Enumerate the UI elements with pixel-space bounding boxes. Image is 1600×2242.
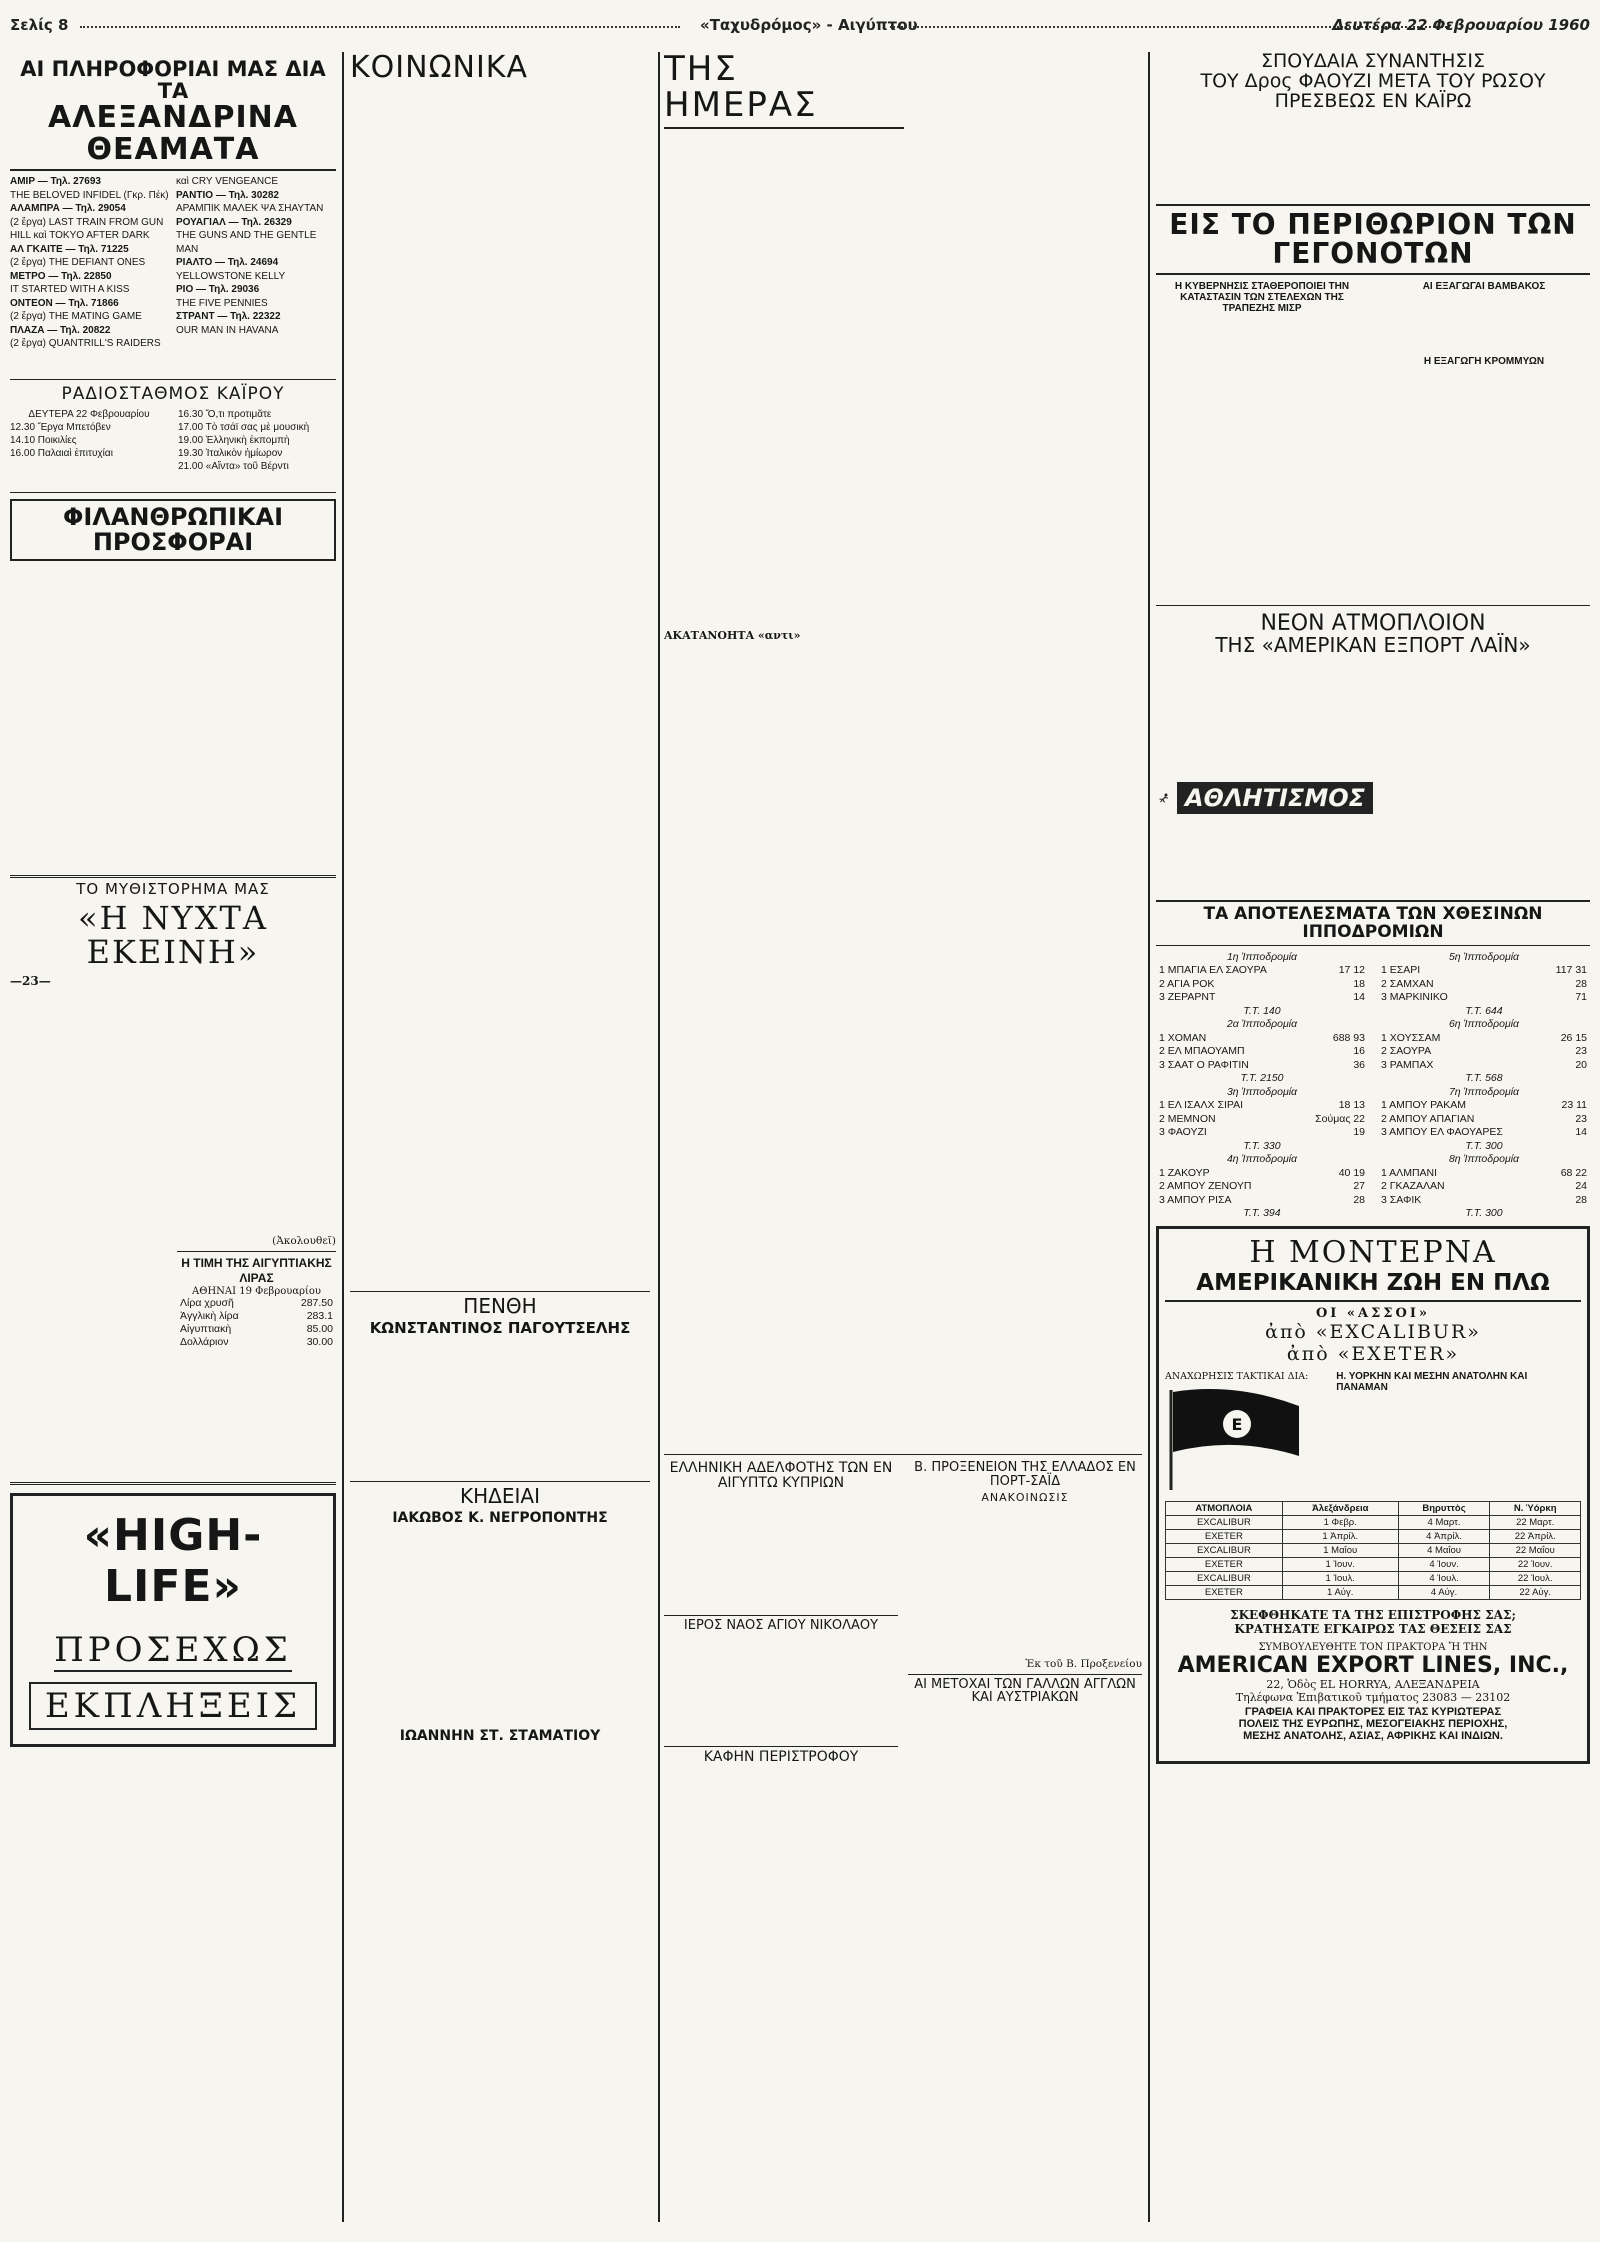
race-heading-row xyxy=(1156,1153,1368,1167)
race-dividend: 26 15 xyxy=(1560,1031,1587,1044)
races-table-right xyxy=(1378,950,1590,1220)
race-entry: 3 ΦΑΟΥΖΙ xyxy=(1159,1126,1207,1139)
race-dividend: 24 xyxy=(1575,1180,1587,1193)
mourning-text xyxy=(350,1340,650,1475)
race-entry: 8η Ἱπποδρομία xyxy=(1448,1153,1520,1166)
schedule-cell: EXETER xyxy=(1166,1530,1283,1544)
cinema-entry: THE BELOVED INFIDEL (Γκρ. Πέκ) xyxy=(10,189,169,201)
race-entry: 2 ΓΚΑΖΑΛΑΝ xyxy=(1381,1180,1445,1193)
schedule-cell: EXETER xyxy=(1166,1586,1283,1600)
race-result-row xyxy=(1156,964,1368,978)
social-title: ΚΟΙΝΩΝΙΚΑ xyxy=(350,52,528,85)
carousel-text xyxy=(664,1769,898,1889)
day-news-title: ΤΗΣ ΗΜΕΡΑΣ xyxy=(664,52,904,129)
column-news xyxy=(664,52,1142,2222)
race-result-row xyxy=(1156,1031,1368,1045)
race-entry: 2 ΕΛ ΜΠΑΟΥΑΜΠ xyxy=(1159,1045,1245,1058)
race-dividend: 18 13 xyxy=(1338,1099,1365,1112)
cinema-entry: ΑΡΑΜΠΙΚ ΜΑΛΕΚ ΨΑ ΣΗΑΥΤΑΝ xyxy=(176,203,324,215)
race-dividend: 28 xyxy=(1353,1193,1365,1206)
sports-title: ΑΘΛΗΤΙΣΜΟΣ xyxy=(1177,782,1373,814)
race-entry: 1 ΧΟΥΣΣΑΜ xyxy=(1381,1031,1441,1044)
race-entry: 3 ΣΑΑΤ Ο ΡΑΦΙΤΙΝ xyxy=(1159,1058,1249,1071)
cinema-entry: (2 ἔργα) QUANTRILL'S RAIDERS xyxy=(10,338,161,350)
race-dividend: 23 11 xyxy=(1561,1099,1587,1112)
race-result-row xyxy=(1378,1031,1590,1045)
company-flag-icon xyxy=(1165,1386,1305,1491)
philanthropy-title: ΦΙΛΑΝΘΡΩΠΙΚΑΙ ΠΡΟΣΦΟΡΑΙ xyxy=(10,499,336,561)
cinema-entry: (2 ἔργα) LAST TRAIN FROM GUN HILL καὶ TOKYO AFTER DARK xyxy=(10,216,164,242)
cinema-entry: THE GUNS AND THE GENTLE MAN xyxy=(176,230,317,255)
ship-title-1: ΝΕΟΝ ΑΤΜΟΠΛΟΙΟΝ xyxy=(1156,605,1590,635)
funeral-text xyxy=(350,1530,650,1725)
cinema-listings xyxy=(10,175,336,375)
currency-rates-title: Η ΤΙΜΗ ΤΗΣ ΑΙΓΥΠΤΙΑΚΗΣ ΛΙΡΑΣ xyxy=(181,1255,332,1285)
table-header-row: ΑΤΜΟΠΛΟΙΑ Ἀλεξάνδρεια Βηρυττὸς Ν. Ὑόρκη xyxy=(1166,1502,1581,1516)
race-entry: 2 ΣΑΜΧΑΝ xyxy=(1381,977,1434,990)
advert-ship-2: ἀπὸ «EXETER» xyxy=(1286,1343,1460,1366)
race-heading-row xyxy=(1156,1139,1368,1153)
schedule-cell: 1 Αὐγ. xyxy=(1282,1586,1398,1600)
schedule-cell: 4 Αὐγ. xyxy=(1398,1586,1490,1600)
schedule-cell: 4 Μαρτ. xyxy=(1398,1516,1490,1530)
race-dividend: 14 xyxy=(1353,991,1365,1004)
race-result-row xyxy=(1156,991,1368,1005)
social-text xyxy=(350,90,650,1285)
race-heading-row xyxy=(1378,1139,1590,1153)
race-result-row xyxy=(1156,1180,1368,1194)
table-row xyxy=(1166,1572,1581,1586)
race-dividend: 68 22 xyxy=(1560,1166,1587,1179)
table-row xyxy=(1166,1544,1581,1558)
cotton-text xyxy=(1378,296,1590,356)
brotherhood-title: ΕΛΛΗΝΙΚΗ ΑΔΕΛΦΟΤΗΣ ΤΩΝ ΕΝ ΑΙΓΥΠΤΩ ΚΥΠΡΙΩΝ xyxy=(669,1460,893,1492)
race-heading-row xyxy=(1156,1018,1368,1032)
race-heading-row xyxy=(1378,1207,1590,1221)
funerals-title: ΚΗΔΕΙΑΙ xyxy=(350,1481,650,1507)
race-result-row xyxy=(1378,1045,1590,1059)
race-dividend: 23 xyxy=(1575,1112,1587,1125)
advert-agent-label: ΣΥΜΒΟΥΛΕΥΘΗΤΕ ΤΟΝ ΠΡΑΚΤΟΡΑ Ἤ ΤΗΝ xyxy=(1258,1642,1488,1654)
table-row xyxy=(1166,1586,1581,1600)
race-dividend: 19 xyxy=(1353,1126,1365,1139)
radio-item: 12.30 Ἔργα Μπετόβεν xyxy=(10,422,111,434)
mourning-title: ΠΕΝΘΗ xyxy=(350,1291,650,1317)
page-header xyxy=(10,16,1590,38)
onion-title: Η ΕΞΑΓΩΓΗ ΚΡΟΜΜΥΩΝ xyxy=(1423,355,1545,367)
schedule-cell: 1 Ἰουν. xyxy=(1282,1558,1398,1572)
currency-rates-date: ΑΘΗΝΑΙ 19 Φεβρουαρίου xyxy=(192,1285,321,1297)
race-dividend: 17 12 xyxy=(1338,964,1365,977)
race-entry: 1 ΜΠΑΓΙΑ ΕΛ ΣΑΟΥΡΑ xyxy=(1159,964,1267,977)
cinema-entry: THE FIVE PENNIES xyxy=(176,297,268,309)
race-heading-row xyxy=(1156,1085,1368,1099)
advert-subtitle: ΟΙ «ΑΣΣΟΙ» xyxy=(1315,1306,1431,1322)
destination-text xyxy=(1336,1393,1581,1473)
race-dividend: 16 xyxy=(1353,1045,1365,1058)
radio-item: 16.00 Παλαιαὶ ἐπιτυχίαι xyxy=(10,448,113,460)
cinema-entry: IT STARTED WITH A KISS xyxy=(10,284,130,296)
philanthropy-text xyxy=(177,567,336,867)
novel-body xyxy=(10,988,336,1468)
cinema-entry: (2 ἔργα) THE MATING GAME xyxy=(10,311,142,323)
radio-schedule xyxy=(10,408,336,488)
ship-title-2: ΤΗΣ «ΑΜΕΡΙΚΑΝ ΕΞΠΟΡΤ ΛΑΪΝ» xyxy=(1215,632,1531,657)
radio-title: ΡΑΔΙΟΣΤΑΘΜΟΣ ΚΑΪΡΟΥ xyxy=(61,384,285,405)
race-result-row xyxy=(1156,1193,1368,1207)
consulate-signature: Ἐκ τοῦ Β. Προξενείου xyxy=(1025,1657,1142,1670)
schedule-cell: 22 Ἰουν. xyxy=(1490,1558,1581,1572)
schedule-cell: 4 Ἰουν. xyxy=(1398,1558,1490,1572)
race-entry: 3η Ἱπποδρομία xyxy=(1226,1085,1298,1098)
schedule-cell: 4 Ἰουλ. xyxy=(1398,1572,1490,1586)
race-entry: 1 ΕΣΑΡΙ xyxy=(1381,964,1421,977)
funeral-text xyxy=(350,1748,650,2048)
novel-title: «Η ΝΥΧΤΑ ΕΚΕΙΝΗ» xyxy=(77,899,268,972)
cinema-entry: καὶ CRY VENGEANCE xyxy=(176,176,278,188)
radio-item: 19.30 Ἰταλικὸν ἡμίωρον xyxy=(178,448,283,460)
novel-episode-number: —23— xyxy=(10,973,51,988)
race-entry: 1 ΖΑΚΟΥΡ xyxy=(1159,1166,1210,1179)
race-heading-row xyxy=(1378,950,1590,964)
schedule-cell: 22 Ἰουλ. xyxy=(1490,1572,1581,1586)
cinema-entry: ΟΝΤΕΟΝ — Τηλ. 71866 xyxy=(10,297,119,309)
race-dividend: Σούμας 22 xyxy=(1315,1112,1365,1125)
races-results xyxy=(1156,950,1590,1220)
cinema-entry: ΑΜΙΡ — Τηλ. 27693 xyxy=(10,176,101,188)
race-result-row xyxy=(1156,977,1368,991)
novel-continued: (Ἀκολουθεῖ) xyxy=(272,1234,336,1247)
advert-footer-3: ΜΕΣΗΣ ΑΝΑΤΟΛΗΣ, ΑΣΙΑΣ, ΑΦΡΙΚΗΣ ΚΑΙ ΙΝΔΙΩΝ. xyxy=(1243,1730,1503,1743)
events-title: ΕΙΣ ΤΟ ΠΕΡΙΘΩΡΙΟΝ ΤΩΝ ΓΕΓΟΝΟΤΩΝ xyxy=(1156,204,1590,275)
cinema-list-right xyxy=(176,175,336,375)
high-life-advert xyxy=(10,1493,336,1747)
consulate-title: Β. ΠΡΟΞΕΝΕΙΟΝ ΤΗΣ ΕΛΛΑΔΟΣ ΕΝ ΠΟΡΤ-ΣΑΪΔ xyxy=(914,1460,1136,1490)
race-heading-row xyxy=(1378,1085,1590,1099)
race-heading-row xyxy=(1156,1004,1368,1018)
issue-date: Δευτέρα 22 Φεβρουαρίου 1960 xyxy=(1332,16,1590,34)
cinema-entry: YELLOWSTONE KELLY xyxy=(176,270,286,282)
race-dividend: 28 xyxy=(1575,977,1587,990)
church-text xyxy=(664,1636,898,1746)
races-title: ΤΑ ΑΠΟΤΕΛΕΣΜΑΤΑ ΤΩΝ ΧΘΕΣΙΝΩΝ ΙΠΠΟΔΡΟΜΙΩΝ xyxy=(1156,900,1590,947)
page-number: Σελίς 8 xyxy=(10,16,69,34)
meeting-title-3: ΠΡΕΣΒΕΩΣ ΕΝ ΚΑΪΡΩ xyxy=(1274,89,1472,112)
newspaper-name: «Ταχυδρόμος» - Αιγύπτου xyxy=(700,16,918,34)
funeral-name: ΙΑΚΩΒΟΣ Κ. ΝΕΓΡΟΠΟΝΤΗΣ xyxy=(392,1510,608,1527)
advert-title-1: Η ΜΟΝΤΕΡΝΑ xyxy=(1249,1235,1497,1271)
race-entry: 3 ΜΑΡΚΙΝΙΚΟ xyxy=(1381,991,1448,1004)
column-rule xyxy=(658,52,660,2222)
shares-title: ΑΙ ΜΕΤΟΧΑΙ ΤΩΝ ΓΑΛΛΩΝ ΑΓΓΛΩΝ ΚΑΙ ΑΥΣΤΡΙΑΚΩΝ xyxy=(908,1674,1142,1705)
table-row: Αἰγυπτιακὴ 85.00 xyxy=(180,1322,333,1335)
philanthropy-body xyxy=(10,567,336,867)
race-result-row xyxy=(1378,964,1590,978)
high-life-line2: ΕΚΠΛΗΞΕΙΣ xyxy=(29,1682,317,1730)
column-right xyxy=(1156,52,1590,2222)
schedule-cell: EXCALIBUR xyxy=(1166,1572,1283,1586)
destination-title: Η. ΥΟΡΚΗΝ ΚΑΙ ΜΕΣΗΝ ΑΝΑΤΟΛΗΝ ΚΑΙ ΠΑΝΑΜΑΝ xyxy=(1336,1371,1528,1394)
race-entry: 1η Ἱπποδρομία xyxy=(1226,950,1298,963)
cinema-entry: ΡΑΝΤΙΟ — Τηλ. 30282 xyxy=(176,189,279,201)
race-heading-row xyxy=(1156,950,1368,964)
table-row xyxy=(1166,1530,1581,1544)
race-dividend: 28 xyxy=(1575,1193,1587,1206)
advert-note-1: ΣΚΕΦΘΗΚΑΤΕ ΤΑ ΤΗΣ ΕΠΙΣΤΡΟΦΗΣ ΣΑΣ; xyxy=(1230,1608,1516,1623)
brotherhood-text xyxy=(664,1495,898,1615)
race-entry: Τ.Τ. 140 xyxy=(1243,1004,1281,1017)
race-entry: Τ.Τ. 2150 xyxy=(1240,1072,1284,1085)
race-result-row xyxy=(1378,1180,1590,1194)
company-address: 22, Ὁδὸς EL HORRYA, ΑΛΕΞΑΝΔΡΕΙΑ xyxy=(1266,1678,1480,1692)
schedule-cell: EXCALIBUR xyxy=(1166,1544,1283,1558)
cinema-entry: OUR MAN IN HAVANA xyxy=(176,324,279,336)
ship-text xyxy=(1383,662,1590,892)
race-entry: 3 ΖΕΡΑΡΝΤ xyxy=(1159,991,1216,1004)
race-result-row xyxy=(1378,1058,1590,1072)
race-result-row xyxy=(1156,1112,1368,1126)
races-table-left xyxy=(1156,950,1368,1220)
schedule-cell: 22 Μαρτ. xyxy=(1490,1516,1581,1530)
church-title: ΙΕΡΟΣ ΝΑΟΣ ΑΓΙΟΥ ΝΙΚΟΛΑΟΥ xyxy=(664,1615,898,1633)
schedule-cell: 1 Φεβρ. xyxy=(1282,1516,1398,1530)
cinema-entry: ΜΕΤΡΟ — Τηλ. 22850 xyxy=(10,270,112,282)
column-social xyxy=(350,52,650,2222)
schedule-cell: 4 Μαΐου xyxy=(1398,1544,1490,1558)
schedule-cell: 1 Μαΐου xyxy=(1282,1544,1398,1558)
race-dividend: 71 xyxy=(1575,991,1587,1004)
advert-footer-2: ΠΟΛΕΙΣ ΤΗΣ ΕΥΡΩΠΗΣ, ΜΕΣΟΓΕΙΑΚΗΣ ΠΕΡΙΟΧΗΣ, xyxy=(1238,1718,1508,1731)
race-result-row xyxy=(1156,1099,1368,1113)
schedule-cell: 1 Ἰουλ. xyxy=(1282,1572,1398,1586)
table-row: Ἀγγλικὴ λίρα 283.1 xyxy=(180,1309,333,1322)
american-export-advert xyxy=(1156,1226,1590,1764)
race-entry: Τ.Τ. 300 xyxy=(1465,1139,1503,1152)
radio-item: 16.30 Ὅ,τι προτιμᾶτε xyxy=(178,409,272,421)
theatres-title-line2: ΑΛΕΞΑΝΔΡΙΝΑ ΘΕΑΜΑΤΑ xyxy=(10,102,336,171)
race-entry: Τ.Τ. 394 xyxy=(1243,1207,1281,1220)
race-heading-row xyxy=(1156,1207,1368,1221)
advert-footer-1: ΓΡΑΦΕΙΑ ΚΑΙ ΠΡΑΚΤΟΡΕΣ ΕΙΣ ΤΑΣ ΚΥΡΙΩΤΕΡΑΣ xyxy=(1244,1706,1502,1719)
column-entertainment xyxy=(10,52,336,2222)
consulate-text xyxy=(908,1508,1142,1658)
cinema-entry: (2 ἔργα) THE DEFIANT ONES xyxy=(10,257,146,269)
schedule-cell: EXETER xyxy=(1166,1558,1283,1572)
race-dividend: 27 xyxy=(1353,1180,1365,1193)
race-entry: 3 ΣΑΦΙΚ xyxy=(1381,1193,1422,1206)
race-heading-row xyxy=(1378,1153,1590,1167)
theatres-title-line1: ΑΙ ΠΛΗΡΟΦΟΡΙΑΙ ΜΑΣ ΔΙΑ ΤΑ xyxy=(20,57,326,104)
race-entry: 1 ΑΛΜΠΑΝΙ xyxy=(1381,1166,1438,1179)
race-entry: 2 ΑΜΠΟΥ ΑΠΑΓΙΑΝ xyxy=(1381,1112,1475,1125)
day-news-text xyxy=(664,135,898,625)
runner-icon xyxy=(1156,778,1171,818)
cinema-entry: ΑΛ ΓΚΑΙΤΕ — Τηλ. 71225 xyxy=(10,243,129,255)
radio-item: 21.00 «Αἴντα» τοῦ Βέρντι xyxy=(178,461,289,473)
cinema-list-left xyxy=(10,175,170,375)
race-entry: Τ.Τ. 330 xyxy=(1243,1139,1281,1152)
cinema-entry: ΣΤΡΑΝΤ — Τηλ. 22322 xyxy=(176,311,281,323)
meeting-text xyxy=(1156,118,1590,198)
race-result-row xyxy=(1378,1112,1590,1126)
race-entry: 1 ΧΟΜΑΝ xyxy=(1159,1031,1207,1044)
race-entry: 7η Ἱπποδρομία xyxy=(1448,1085,1520,1098)
advert-ship-1: ἀπὸ «EXCALIBUR» xyxy=(1265,1321,1481,1344)
race-entry: 4η Ἱπποδρομία xyxy=(1226,1153,1298,1166)
schedule-cell: 22 Μαΐου xyxy=(1490,1544,1581,1558)
philanthropy-text xyxy=(10,567,169,867)
race-result-row xyxy=(1378,1126,1590,1140)
incomprehensible-kicker: ΑΚΑΤΑΝΟΗΤΑ «αντι» xyxy=(664,629,801,643)
advert-title-2: ΑΜΕΡΙΚΑΝΙΚΗ ΖΩΗ ΕΝ ΠΛΩ xyxy=(1165,1270,1581,1302)
radio-item: 14.10 Ποικιλίες xyxy=(10,435,77,447)
race-entry: 2 ΑΓΙΑ ΡΟΚ xyxy=(1159,977,1215,990)
race-result-row xyxy=(1156,1045,1368,1059)
race-result-row xyxy=(1156,1058,1368,1072)
bank-text xyxy=(1156,318,1368,588)
radio-item: 17.00 Τὸ τσάϊ σας μὲ μουσικὴ xyxy=(178,422,310,434)
race-entry: 2 ΜΕΜΝΟΝ xyxy=(1159,1112,1216,1125)
race-entry: Τ.Τ. 300 xyxy=(1465,1207,1503,1220)
race-heading-row xyxy=(1156,1072,1368,1086)
company-telephone: Τηλέφωνα Ἐπιβατικοῦ τμήματος 23083 — 23102 xyxy=(1235,1691,1511,1705)
high-life-line1: ΠΡΟΣΕΧΩΣ xyxy=(54,1629,292,1670)
race-entry: 2 ΑΜΠΟΥ ΖΕΝΟΥΠ xyxy=(1159,1180,1252,1193)
race-dividend: 23 xyxy=(1575,1045,1587,1058)
column-rule xyxy=(342,52,344,2222)
race-entry: Τ.Τ. 568 xyxy=(1465,1072,1503,1085)
table-row xyxy=(1166,1516,1581,1530)
funeral-name: ΙΩΑΝΝΗΝ ΣΤ. ΣΤΑΜΑΤΙΟΥ xyxy=(399,1727,601,1744)
race-result-row xyxy=(1156,1166,1368,1180)
race-dividend: 40 19 xyxy=(1338,1166,1365,1179)
mourning-name: ΚΩΝΣΤΑΝΤΙΝΟΣ ΠΑΓΟΥΤΣΕΛΗΣ xyxy=(369,1318,631,1337)
header-rule-left xyxy=(80,26,680,28)
cinema-entry: ΑΛΑΜΠΡΑ — Τηλ. 29054 xyxy=(10,203,126,215)
consulate-subtitle: ΑΝΑΚΟΙΝΩΣΙΣ xyxy=(981,1490,1069,1504)
race-result-row xyxy=(1378,977,1590,991)
race-result-row xyxy=(1156,1126,1368,1140)
race-dividend: 36 xyxy=(1353,1058,1365,1071)
advert-note-2: ΚΡΑΤΗΣΑΤΕ ΕΓΚΑΙΡΩΣ ΤΑΣ ΘΕΣΕΙΣ ΣΑΣ xyxy=(1234,1622,1512,1637)
cotton-title: ΑΙ ΕΞΑΓΩΓΑΙ ΒΑΜΒΑΚΟΣ xyxy=(1422,280,1546,292)
svg-text:E: E xyxy=(1231,1415,1243,1435)
schedule-cell: 22 Αὐγ. xyxy=(1490,1586,1581,1600)
race-entry: 3 ΡΑΜΠΑΧ xyxy=(1381,1058,1434,1071)
radio-item: 19.00 Ἑλληνικὴ ἐκπομπὴ xyxy=(178,435,290,447)
race-result-row xyxy=(1378,1099,1590,1113)
race-result-row xyxy=(1378,1166,1590,1180)
ship-text xyxy=(1156,662,1373,772)
carousel-title: ΚΑΦΗΝ ΠΕΡΙΣΤΡΟΦΟΥ xyxy=(664,1746,898,1765)
table-row xyxy=(1166,1558,1581,1572)
sailing-schedule xyxy=(1165,1501,1581,1600)
column-rule xyxy=(1148,52,1150,2222)
race-heading-row xyxy=(1378,1018,1590,1032)
race-result-row xyxy=(1378,1193,1590,1207)
cinema-entry: ΠΛΑΖΑ — Τηλ. 20822 xyxy=(10,324,111,336)
schedule-cell: 1 Ἀπρίλ. xyxy=(1282,1530,1398,1544)
schedule-cell: 4 Ἀπρίλ. xyxy=(1398,1530,1490,1544)
company-name: AMERICAN EXPORT LINES, INC., xyxy=(1177,1653,1569,1679)
currency-rates-table xyxy=(177,1297,336,1349)
onion-text xyxy=(1378,371,1590,561)
race-dividend: 117 31 xyxy=(1555,964,1587,977)
departures-label: ΑΝΑΧΩΡΗΣΙΣ ΤΑΚΤΙΚΑΙ ΔΙΑ: xyxy=(1165,1371,1309,1383)
cinema-entry: ΡΙΟ — Τηλ. 29036 xyxy=(176,284,260,296)
meeting-title-1: ΣΠΟΥΔΑΙΑ ΣΥΝΑΝΤΗΣΙΣ xyxy=(1260,52,1486,72)
meeting-title-2: ΤΟΥ Δρος ΦΑΟΥΖΙ ΜΕΤΑ ΤΟΥ ΡΩΣΟΥ xyxy=(1200,69,1546,92)
table-row: Δολλάριον 30.00 xyxy=(180,1335,333,1348)
race-entry: 3 ΑΜΠΟΥ ΡΙΣΑ xyxy=(1159,1193,1232,1206)
race-entry: 5η Ἱπποδρομία xyxy=(1448,950,1520,963)
race-entry: 3 ΑΜΠΟΥ ΕΛ ΦΑΟΥΑΡΕΣ xyxy=(1381,1126,1503,1139)
race-entry: 6η Ἱπποδρομία xyxy=(1448,1018,1520,1031)
race-dividend: 14 xyxy=(1575,1126,1587,1139)
high-life-title: «HIGH-LIFE» xyxy=(83,1509,263,1612)
schedule-cell: 22 Ἀπρίλ. xyxy=(1490,1530,1581,1544)
race-entry: 2α Ἱπποδρομία xyxy=(1226,1018,1298,1031)
cinema-entry: ΡΟΥΑΓΙΑΛ — Τηλ. 26329 xyxy=(176,216,292,228)
sports-banner xyxy=(1156,778,1373,818)
race-dividend: 18 xyxy=(1353,977,1365,990)
shares-text xyxy=(908,1709,1142,1869)
novel-kicker: ΤΟ ΜΥΘΙΣΤΟΡΗΜΑ ΜΑΣ xyxy=(76,880,270,899)
schedule-cell: EXCALIBUR xyxy=(1166,1516,1283,1530)
race-entry: 1 ΕΛ ΙΣΑΛΧ ΣΙΡΑΙ xyxy=(1159,1099,1244,1112)
cinema-entry: ΡΙΑΛΤΟ — Τηλ. 24694 xyxy=(176,257,279,269)
day-news-text xyxy=(908,135,1142,1445)
race-dividend: 688 93 xyxy=(1332,1031,1365,1044)
race-entry: 2 ΣΑΟΥΡΑ xyxy=(1381,1045,1432,1058)
bank-title: Η ΚΥΒΕΡΝΗΣΙΣ ΣΤΑΘΕΡΟΠΟΙΕΙ ΤΗΝ ΚΑΤΑΣΤΑΣΙΝ ΤΩΝ ΣΤΕΛΕΧΩΝ ΤΗΣ ΤΡΑΠΕΖΗΣ ΜΙΣΡ xyxy=(1174,280,1350,314)
novel-text xyxy=(10,988,169,1468)
novel-text xyxy=(177,988,336,1233)
sports-text xyxy=(1156,824,1373,884)
race-result-row xyxy=(1378,991,1590,1005)
race-dividend: 20 xyxy=(1575,1058,1587,1071)
race-heading-row xyxy=(1378,1004,1590,1018)
day-news-text xyxy=(664,646,898,1446)
table-row: Λίρα χρυσῆ 287.50 xyxy=(180,1296,333,1309)
race-heading-row xyxy=(1378,1072,1590,1086)
radio-date: ΔΕΥΤΕΡΑ 22 Φεβρουαρίου xyxy=(28,409,150,421)
race-entry: Τ.Τ. 644 xyxy=(1465,1004,1503,1017)
race-entry: 1 ΑΜΠΟΥ ΡΑΚΑΜ xyxy=(1381,1099,1467,1112)
